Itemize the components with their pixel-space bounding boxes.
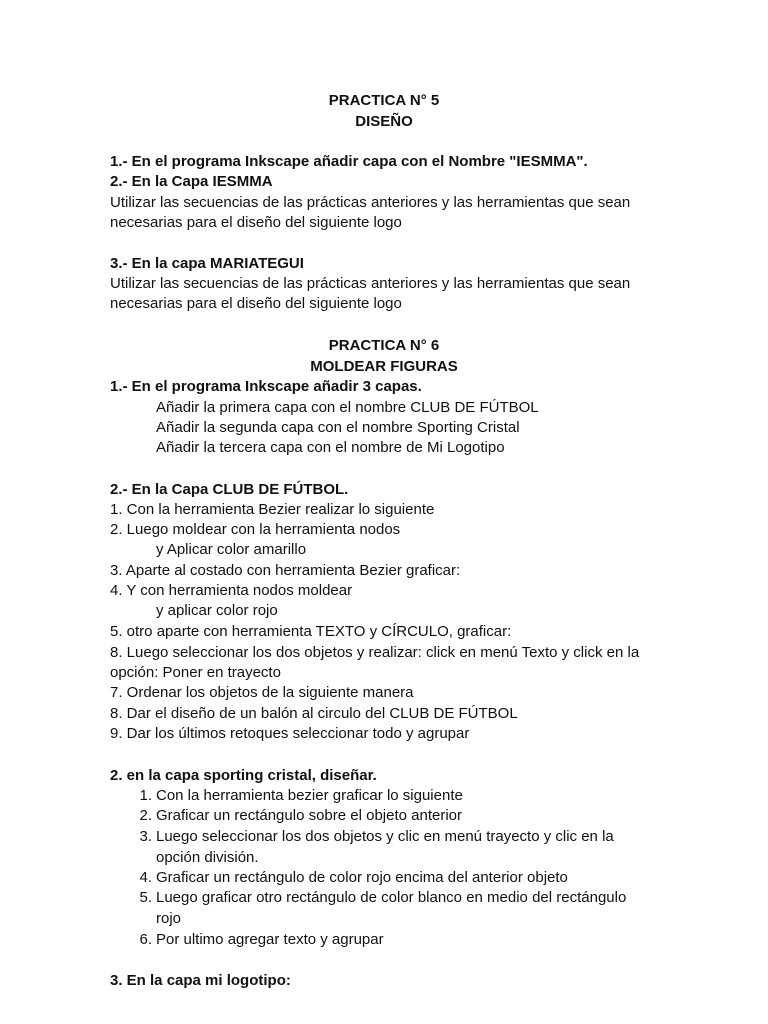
- list-item: Graficar un rectángulo sobre el objeto anterior: [156, 807, 463, 824]
- list-item: Graficar un rectángulo de color rojo encima del anterior objeto: [156, 869, 568, 886]
- practica-6-title: PRACTICA N° 6: [328, 337, 440, 354]
- p5-step-3: 3.- En la capa MARIATEGUI: [110, 255, 304, 272]
- list-number: 3.: [139, 828, 152, 845]
- list-item-cont: opción división.: [156, 849, 259, 866]
- list-item: Con la herramienta bezier graficar lo siguiente: [156, 787, 463, 804]
- list-item: Luego seleccionar los dos objetos y clic en menú trayecto y clic en la: [156, 828, 614, 845]
- p5-step-2: 2.- En la Capa IESMMA: [110, 173, 273, 190]
- list-item-cont: rojo: [156, 910, 182, 927]
- p6-step-2: 2.- En la Capa CLUB DE FÚTBOL.: [110, 481, 349, 498]
- practica-6-subtitle: MOLDEAR FIGURAS: [310, 358, 458, 375]
- list-number: 2.: [139, 807, 152, 824]
- list-item: Luego graficar otro rectángulo de color blanco en medio del rectángulo: [156, 889, 627, 906]
- p6-step-2-line: y Aplicar color amarillo: [156, 541, 307, 558]
- p6-step-2-line: 2. Luego moldear con la herramienta nodos: [110, 521, 401, 538]
- list-number: 6.: [139, 931, 152, 948]
- p6-step-2-line: 5. otro aparte con herramienta TEXTO y CÍRCULO, graficar:: [110, 623, 512, 640]
- p6-step-4: 3. En la capa mi logotipo:: [110, 972, 291, 989]
- p6-step-2-line: 8. Luego seleccionar los dos objetos y realizar: click en menú Texto y click en la: [110, 644, 640, 661]
- p6-step-2-line: 9. Dar los últimos retoques seleccionar todo y agrupar: [110, 725, 470, 742]
- list-number: 5.: [139, 889, 152, 906]
- p5-step-3-text: Utilizar las secuencias de las prácticas anteriores y las herramientas que sean: [110, 275, 631, 292]
- p6-step-2-line: y aplicar color rojo: [156, 602, 278, 619]
- p6-step-1-item: Añadir la primera capa con el nombre CLUB DE FÚTBOL: [156, 399, 539, 416]
- list-item: Por ultimo agregar texto y agrupar: [156, 931, 384, 948]
- p6-step-2-line: 3. Aparte al costado con herramienta Bezier graficar:: [110, 562, 461, 579]
- practica-5-subtitle: DISEÑO: [355, 113, 413, 130]
- p5-step-2-text: necesarias para el diseño del siguiente logo: [110, 214, 402, 231]
- p5-step-1: 1.- En el programa Inkscape añadir capa con el Nombre "IESMMA".: [110, 153, 588, 170]
- p6-step-1-item: Añadir la segunda capa con el nombre Sporting Cristal: [156, 419, 520, 436]
- list-number: 4.: [139, 869, 152, 886]
- p6-step-2-line: opción: Poner en trayecto: [110, 664, 281, 681]
- p6-step-2-line: 1. Con la herramienta Bezier realizar lo siguiente: [110, 501, 435, 518]
- p6-step-3: 2. en la capa sporting cristal, diseñar.: [110, 767, 377, 784]
- p5-step-2-text: Utilizar las secuencias de las prácticas anteriores y las herramientas que sean: [110, 194, 631, 211]
- list-number: 1.: [139, 787, 152, 804]
- p6-step-1: 1.- En el programa Inkscape añadir 3 capas.: [110, 378, 422, 395]
- p6-step-1-item: Añadir la tercera capa con el nombre de Mi Logotipo: [156, 439, 505, 456]
- p6-step-2-line: 4. Y con herramienta nodos moldear: [110, 582, 353, 599]
- p5-step-3-text: necesarias para el diseño del siguiente logo: [110, 295, 402, 312]
- p6-step-2-line: 7. Ordenar los objetos de la siguiente manera: [110, 684, 414, 701]
- p6-step-2-line: 8. Dar el diseño de un balón al circulo del CLUB DE FÚTBOL: [110, 705, 518, 722]
- practica-5-title: PRACTICA N° 5: [328, 92, 440, 109]
